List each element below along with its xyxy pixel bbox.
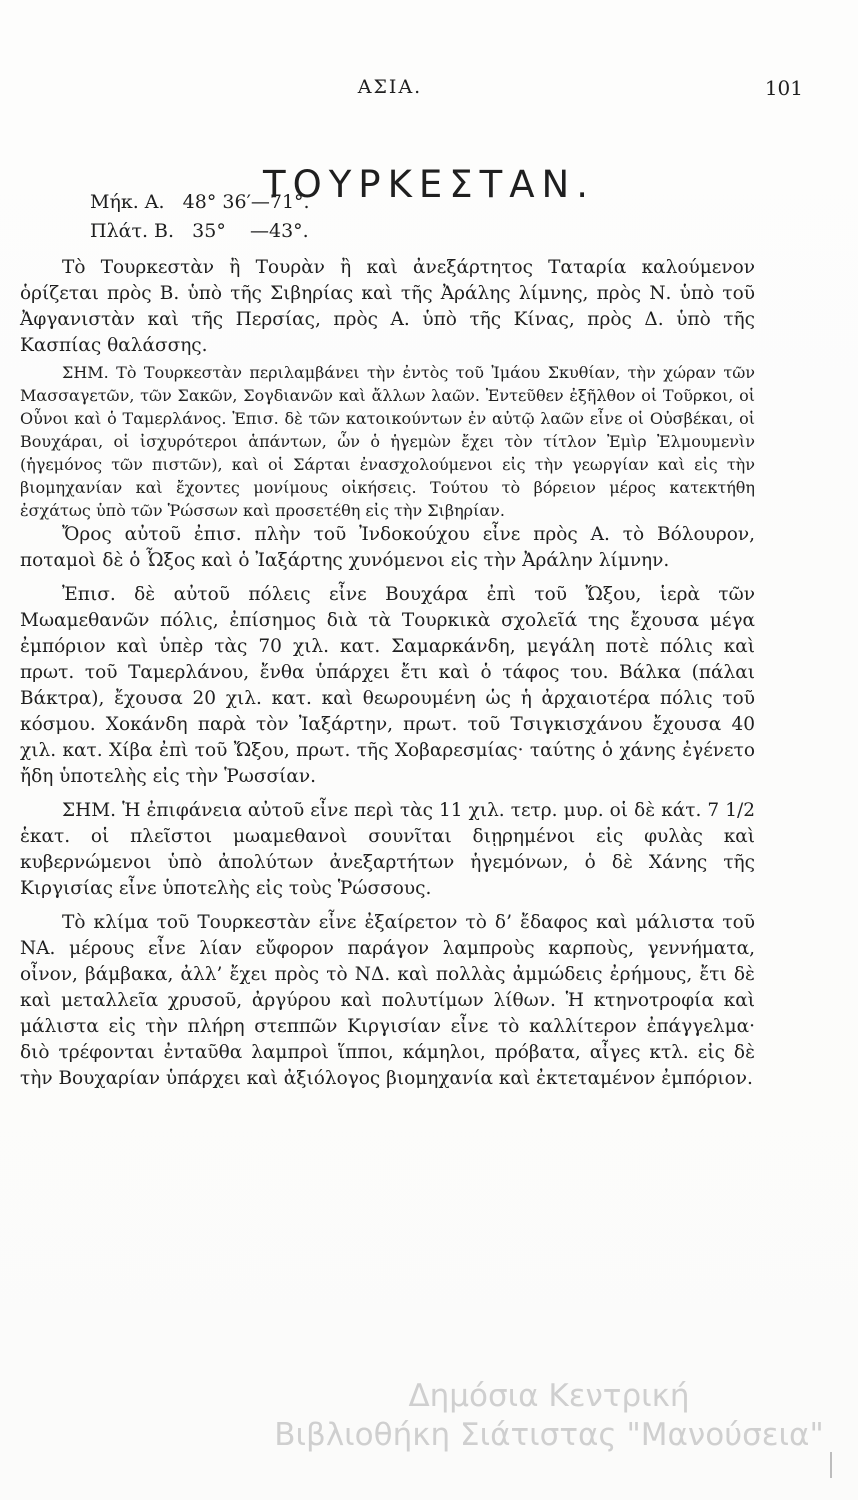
- paragraph-climate: Τὸ κλίμα τοῦ Τουρκεστὰν εἶνε ἐξαίρετον τὸ δ’ ἔδαφος καὶ μάλιστα τοῦ ΝΑ. μέρους εἶνε λίαν εὔφορον παράγον λαμπροὺς καρποὺς, γεννήματα, οἶνον, βάμβακα, ἀλλ’ ἔχει πρὸς τὸ ΝΔ. καὶ πολλὰς ἀμμώδεις ἐρήμους, ἔτι δὲ καὶ μεταλλεῖα χρυσοῦ, ἀργύρου καὶ πολυτίμων λίθων. Ἡ κτηνοτροφία καὶ μάλιστα εἰς τὴν πλήρη στεππῶν Κιργισίαν εἶνε τὸ καλλίτερον ἐπάγγελμα· διὸ τρέφονται ἐνταῦθα λαμπροὶ ἵπποι, κάμηλοι, πρόβατα, αἶγες κτλ. εἰς δὲ τὴν Βουχαρίαν ὑπάρχει καὶ ἀξιόλογος βιομηχανία καὶ ἐκτεταμένον ἐμπόριον.: [20, 912, 755, 1089]
- running-head: [0, 76, 858, 102]
- paragraph-cities: Ἐπισ. δὲ αὐτοῦ πόλεις εἶνε Βουχάρα ἐπὶ τοῦ Ὤξου, ἱερὰ τῶν Μωαμεθανῶν πόλις, ἐπίσημος διὰ τὰ Τουρκικὰ σχολεῖά της ἔχουσα μέγα ἐμπόριον καὶ ὑπὲρ τὰς 70 χιλ. κατ. Σαμαρκάνδη, μεγάλη ποτὲ πόλις καὶ πρωτ. τοῦ Ταμερλάνου, ἔνθα ὑπάρχει ἔτι καὶ ὁ τάφος του. Βάλκα (πάλαι Βάκτρα), ἔχουσα 20 χιλ. κατ. καὶ θεωρουμένη ὡς ἡ ἀρχαιοτέρα πόλις τοῦ κόσμου. Χοκάνδη παρὰ τὸν Ἰαξάρτην, πρωτ. τοῦ Τσιγκισχάνου ἔχουσα 40 χιλ. κατ. Χίβα ἐπὶ τοῦ Ὤξου, πρωτ. τῆς Χοβαρεσμίας· ταύτης ὁ χάνης ἐγένετο ἤδη ὑποτελὴς εἰς τὴν Ῥωσσίαν.: [20, 584, 755, 787]
- note-peoples: ΣΗΜ. Τὸ Τουρκεστὰν περιλαμβάνει τὴν ἐντὸς τοῦ Ἰμάου Σκυθίαν, τὴν χώραν τῶν Μασσαγετῶν, τῶν Σακῶν, Σογδιανῶν καὶ ἄλλων λαῶν. Ἐντεῦθεν ἐξῆλθον οἱ Τοῦρκοι, οἱ Οὖνοι καὶ ὁ Ταμερλάνος. Ἐπισ. δὲ τῶν κατοικούντων ἐν αὐτῷ λαῶν εἶνε οἱ Οὐσβέκαι, οἱ Βουχάραι, οἱ ἰσχυρότεροι ἁπάντων, ὧν ὁ ἡγεμὼν ἔχει τὸν τίτλον Ἐμὶρ Ἐλμουμενὶν (ἡγεμόνος τῶν πιστῶν), καὶ οἱ Σάρται ἐνασχολούμενοι εἰς τὴν γεωργίαν καὶ εἰς τὴν βιομηχανίαν καὶ ἔχοντες μονίμους οἰκήσεις. Τούτου τὸ βόρειον μέρος κατεκτήθη ἐσχάτως ὑπὸ τῶν Ῥώσσων καὶ προσετέθη εἰς τὴν Σιβηρίαν.: [20, 363, 755, 520]
- coordinates-block: [90, 188, 310, 246]
- scan-edge-mark: [830, 1452, 832, 1478]
- body-text: [20, 255, 755, 1092]
- paragraph-area-population: ΣΗΜ. Ἡ ἐπιφάνεια αὐτοῦ εἶνε περὶ τὰς 11 χιλ. τετρ. μυρ. οἱ δὲ κάτ. 7 1/2 ἑκατ. οἱ πλεῖστοι μωαμεθανοὶ σουνῖται διῃρημένοι εἰς φυλὰς καὶ κυβερνώμενοι ὑπὸ ἀπολύτων ἀνεξαρτήτων ἡγεμόνων, ὁ δὲ Χάνης τῆς Κιργισίας εἶνε ὑποτελὴς εἰς τοὺς Ῥώσσους.: [20, 800, 755, 899]
- longitude-line: Μήκ. Α. 48° 36′—71°.: [90, 191, 310, 213]
- paragraph-mountains-rivers: Ὄρος αὐτοῦ ἐπισ. πλὴν τοῦ Ἰνδοκούχου εἶνε πρὸς Α. τὸ Βόλουρον, ποταμοὶ δὲ ὁ Ὦξος καὶ ὁ Ἰαξάρτης χυνόμενοι εἰς τὴν Ἀράλην λίμνην.: [20, 524, 755, 571]
- running-title: ΑΣΙΑ.: [357, 76, 423, 98]
- chapter-title: ΤΟΥΡΚΕΣΤΑΝ.: [262, 162, 595, 206]
- latitude-line: Πλάτ. Β. 35° —43°.: [90, 220, 309, 242]
- library-watermark-line1: Δημόσια Κεντρική: [408, 1378, 690, 1414]
- library-watermark-line2: Βιβλιοθήκη Σιάτιστας "Μανούσεια": [274, 1417, 824, 1453]
- paragraph-borders: Τὸ Τουρκεστὰν ἢ Τουρὰν ἢ καὶ ἀνεξάρτητος Ταταρία καλούμενον ὁρίζεται πρὸς Β. ὑπὸ τῆς Σιβηρίας καὶ τῆς Ἀράλης λίμνης, πρὸς Ν. ὑπὸ τοῦ Ἀφγανιστὰν καὶ τῆς Περσίας, πρὸς Α. ὑπὸ τῆς Κίνας, πρὸς Δ. ὑπὸ τῆς Κασπίας θαλάσσης.: [20, 257, 755, 356]
- page-number: 101: [764, 76, 803, 100]
